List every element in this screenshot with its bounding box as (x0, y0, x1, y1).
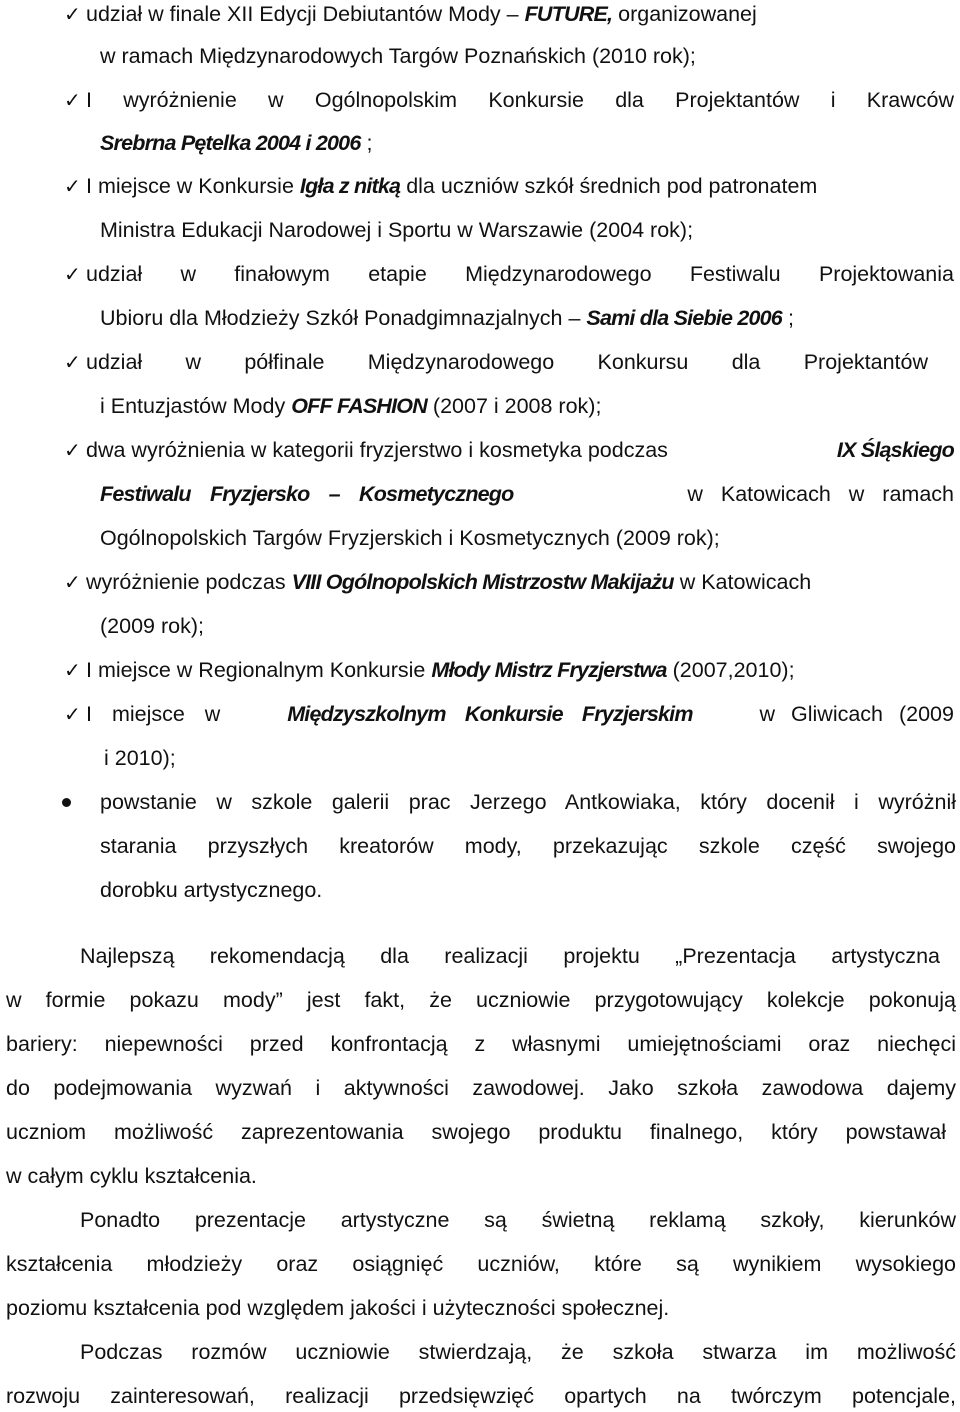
list-item-line: dwa wyróżnienia w kategorii fryzjerstwo i kosmetyka podczas IX Śląskiego (86, 438, 954, 462)
paragraph-line: Najlepszą rekomendacją dla realizacji projektu „Prezentacja artystyczna (80, 944, 940, 968)
list-item-line: udział w finałowym etapie Międzynarodowego Festiwalu Projektowania (86, 262, 954, 286)
paragraph-line: rozwoju zainteresowań, realizacji przedsięwzięć opartych na twórczym potencjale, (6, 1384, 956, 1408)
list-item-line: Ubioru dla Młodzieży Szkół Ponadgimnazjalnych – Sami dla Siebie 2006 ; (100, 306, 794, 330)
list-item-line: udział w finale XII Edycji Debiutantów Mody – FUTURE, organizowanej (86, 2, 757, 26)
list-item-line: I miejsce w Regionalnym Konkursie Młody Mistrz Fryzjerstwa (2007,2010); (86, 658, 795, 682)
paragraph-line: bariery: niepewności przed konfrontacją z własnymi umiejętnościami oraz niechęci (6, 1032, 956, 1056)
check-icon: ✓ (64, 262, 81, 286)
check-icon: ✓ (64, 702, 81, 726)
check-icon: ✓ (64, 658, 81, 682)
paragraph-line: Podczas rozmów uczniowie stwierdzają, że szkoła stwarza im możliwość (80, 1340, 956, 1364)
list-item-line: udział w półfinale Międzynarodowego Konkursu dla Projektantów (86, 350, 928, 374)
paragraph-line: poziomu kształcenia pod względem jakości i użyteczności społecznej. (6, 1296, 670, 1320)
list-item-line: w ramach Międzynarodowych Targów Poznańskich (2010 rok); (100, 44, 696, 68)
check-icon: ✓ (64, 2, 81, 26)
check-icon: ✓ (64, 174, 81, 198)
list-item-line: Festiwalu Fryzjersko – Kosmetycznego w Katowicach w ramach (100, 482, 954, 506)
paragraph-line: uczniom możliwość zaprezentowania swojego produktu finalnego, który powstawał (6, 1120, 946, 1144)
list-item-line: (2009 rok); (100, 614, 204, 638)
check-icon: ✓ (64, 88, 81, 112)
bullet-item-line: powstanie w szkole galerii prac Jerzego Antkowiaka, który docenił i wyróżnił (100, 790, 956, 814)
list-item-line: Srebrna Pętelka 2004 i 2006 ; (100, 131, 373, 155)
list-item-line: i 2010); (104, 746, 176, 770)
check-icon: ✓ (64, 350, 81, 374)
check-icon: ✓ (64, 438, 81, 462)
paragraph-line: Ponadto prezentacje artystyczne są świetną reklamą szkoły, kierunków (80, 1208, 956, 1232)
list-item-line: wyróżnienie podczas VIII Ogólnopolskich Mistrzostw Makijażu w Katowicach (86, 570, 812, 594)
list-item-line: I wyróżnienie w Ogólnopolskim Konkursie dla Projektantów i Krawców (86, 88, 954, 112)
check-icon: ✓ (64, 570, 81, 594)
list-item-line: I miejsce w Konkursie Igła z nitką dla uczniów szkół średnich pod patronatem (86, 174, 818, 198)
paragraph-line: w formie pokazu mody” jest fakt, że uczniowie przygotowujący kolekcje pokonują (6, 988, 956, 1012)
bullet-item-line: dorobku artystycznego. (100, 878, 323, 902)
paragraph-line: w całym cyklu kształcenia. (6, 1164, 257, 1188)
list-item-line: Ministra Edukacji Narodowej i Sportu w Warszawie (2004 rok); (100, 218, 694, 242)
list-item-line: I miejsce w Międzyszkolnym Konkursie Fryzjerskim w Gliwicach (2009 (86, 702, 954, 726)
bullet-icon (62, 798, 71, 807)
paragraph-line: kształcenia młodzieży oraz osiągnięć uczniów, które są wynikiem wysokiego (6, 1252, 956, 1276)
list-item-line: Ogólnopolskich Targów Fryzjerskich i Kosmetycznych (2009 rok); (100, 526, 720, 550)
paragraph-line: do podejmowania wyzwań i aktywności zawodowej. Jako szkoła zawodowa dajemy (6, 1076, 956, 1100)
bullet-item-line: starania przyszłych kreatorów mody, przekazując szkole część swojego (100, 834, 956, 858)
list-item-line: i Entuzjastów Mody OFF FASHION (2007 i 2008 rok); (100, 394, 602, 418)
